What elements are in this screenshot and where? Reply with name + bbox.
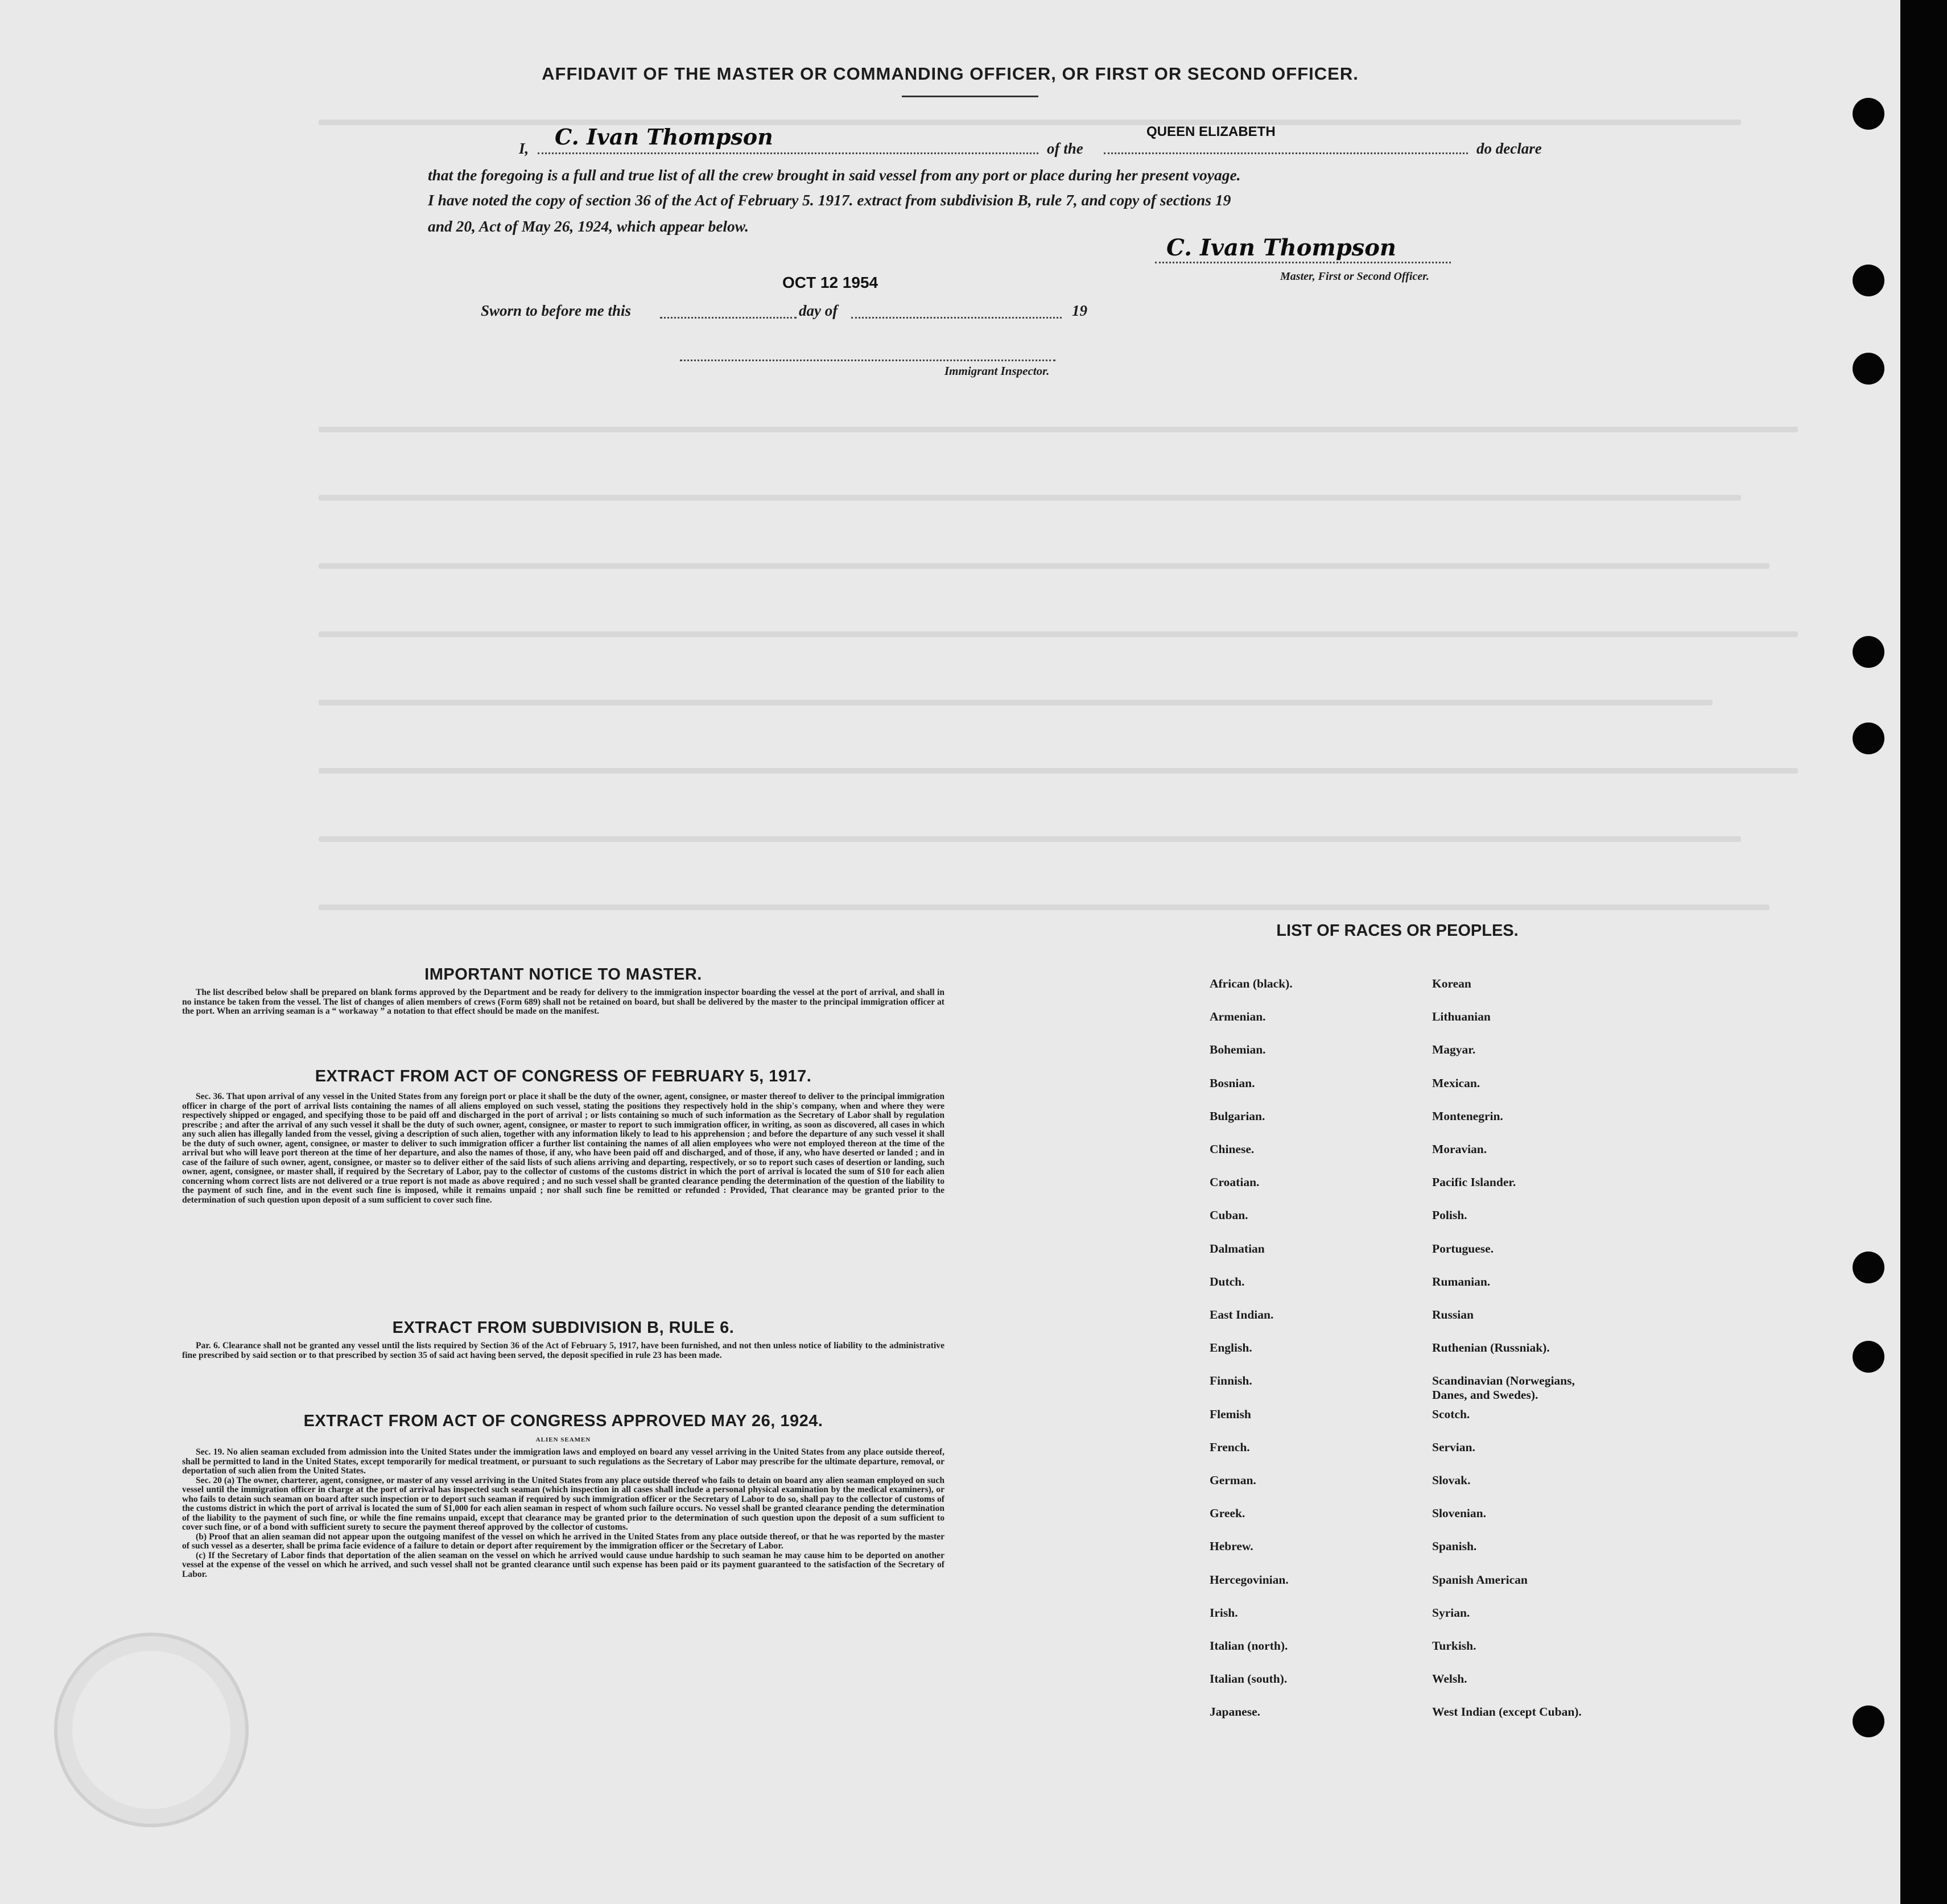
race-item: West Indian (except Cuban).: [1432, 1705, 1582, 1719]
race-item: Irish.: [1210, 1606, 1238, 1620]
officer-signature: C. Ivan Thompson: [1166, 234, 1396, 261]
affidavit-body-line-3: and 20, Act of May 26, 1924, which appear below.: [428, 217, 749, 235]
extract-1924-title: EXTRACT FROM ACT OF CONGRESS APPROVED MAY 26, 1924.: [303, 1412, 823, 1430]
officer-caption: Master, First or Second Officer.: [1280, 270, 1429, 283]
race-item: Korean: [1432, 977, 1471, 990]
race-item: Spanish American: [1432, 1573, 1528, 1587]
date-stamp: OCT 12 1954: [782, 274, 878, 291]
race-item: Russian: [1432, 1308, 1474, 1321]
vessel-name: QUEEN ELIZABETH: [1146, 124, 1276, 139]
day-of-label: day of: [799, 302, 838, 319]
inspector-caption: Immigrant Inspector.: [944, 364, 1050, 378]
sec-20c: (c) If the Secretary of Labor finds that deportation of the alien seaman on the vessel on which he arrived would cause undue hardship to such seaman he may cause him to be deported on another vessel at the expense of the vessel on which he arrived, and such vessel shall not be granted clearance until such expense has been paid or its payment guaranteed to the satisfaction of the Secretary of Labor.: [182, 1550, 944, 1579]
race-item: Pacific Islander.: [1432, 1175, 1516, 1189]
race-item: East Indian.: [1210, 1308, 1274, 1321]
race-item: Hebrew.: [1210, 1539, 1253, 1553]
punch-hole: [1853, 353, 1884, 385]
race-item: Slovak.: [1432, 1473, 1471, 1487]
race-item: Hercegovinian.: [1210, 1573, 1289, 1587]
race-item: Lithuanian: [1432, 1010, 1491, 1023]
race-item: Rumanian.: [1432, 1275, 1491, 1288]
punch-hole: [1853, 265, 1884, 296]
year-label: 19: [1072, 302, 1087, 319]
day-line: [660, 317, 797, 319]
punch-hole: [1853, 1341, 1884, 1373]
race-item: Italian (south).: [1210, 1672, 1288, 1686]
declarant-line: [538, 152, 1038, 154]
race-item: English.: [1210, 1341, 1252, 1354]
race-item: Italian (north).: [1210, 1639, 1288, 1653]
sec-19: Sec. 19. No alien seaman excluded from admission into the United States under the immigration laws and employed on board any vessel arriving in the United States from any place outside thereof, shall be permitted to land in the United States, except temporarily for medical treatment, or pursuant to such regulations as the Secretary of Labor may prescribe for the ultimate departure, removal, or deportation of such alien from the United States.: [182, 1447, 944, 1476]
officer-signature-line: [1155, 262, 1451, 263]
race-item: Armenian.: [1210, 1010, 1266, 1023]
do-declare-label: do declare: [1476, 140, 1542, 157]
affidavit-title: AFFIDAVIT OF THE MASTER OR COMMANDING OFFICER, OR FIRST OR SECOND OFFICER.: [542, 64, 1359, 84]
race-item: Bosnian.: [1210, 1076, 1255, 1090]
punch-hole: [1853, 722, 1884, 754]
race-item: Slovenian.: [1432, 1506, 1486, 1520]
declarant-signature: C. Ivan Thompson: [555, 124, 773, 150]
race-item: Bulgarian.: [1210, 1109, 1265, 1123]
embossed-seal: [54, 1633, 249, 1827]
race-item: African (black).: [1210, 977, 1293, 990]
race-item: Syrian.: [1432, 1606, 1470, 1620]
race-item: Bohemian.: [1210, 1043, 1266, 1056]
race-item: Flemish: [1210, 1407, 1251, 1421]
affidavit-body-line-1: that the foregoing is a full and true list of all the crew brought in said vessel from any port or place during her present voyage.: [428, 166, 1241, 184]
race-item: Moravian.: [1432, 1142, 1487, 1156]
punch-hole: [1853, 98, 1884, 130]
race-item: Mexican.: [1432, 1076, 1480, 1090]
race-item: Dutch.: [1210, 1275, 1245, 1288]
extract-1924-text: [182, 1448, 944, 1579]
affidavit-body-line-2: I have noted the copy of section 36 of the Act of February 5. 1917. extract from subdivision B, rule 7, and copy of sections 19: [428, 191, 1231, 209]
race-item: Japanese.: [1210, 1705, 1260, 1719]
month-line: [851, 317, 1062, 319]
i-label: I,: [519, 140, 529, 157]
vessel-line: [1104, 152, 1468, 154]
race-item: Finnish.: [1210, 1374, 1252, 1387]
of-the-label: of the: [1047, 140, 1083, 157]
extract-1917-title: EXTRACT FROM ACT OF CONGRESS OF FEBRUARY 5, 1917.: [315, 1067, 812, 1085]
notice-text: The list described below shall be prepared on blank forms approved by the Department and be ready for delivery to the immigration inspector boarding the vessel at the port of arrival, and shall in no instance be taken from the vessel. The list of changes of alien members of crews (Form 689) shall not be retained on board, but shall be delivered by the master to the principal immigration officer at the port. When an arriving seaman is a “ workaway ” a notation to that effect should be made on the manifest.: [182, 988, 944, 1016]
punch-hole: [1853, 1705, 1884, 1737]
race-item: Magyar.: [1432, 1043, 1476, 1056]
race-item: Servian.: [1432, 1440, 1475, 1454]
race-item: French.: [1210, 1440, 1250, 1454]
rule-6-title: EXTRACT FROM SUBDIVISION B, RULE 6.: [392, 1319, 735, 1337]
punch-hole: [1853, 1252, 1884, 1283]
punch-hole: [1853, 636, 1884, 668]
title-divider: [902, 96, 1038, 97]
race-item: Portuguese.: [1432, 1242, 1494, 1255]
notice-title: IMPORTANT NOTICE TO MASTER.: [424, 965, 702, 984]
race-item: Croatian.: [1210, 1175, 1260, 1189]
inspector-line: [680, 360, 1055, 361]
race-item: Cuban.: [1210, 1208, 1248, 1222]
race-item: Spanish.: [1432, 1539, 1477, 1553]
race-item: Scotch.: [1432, 1407, 1470, 1421]
race-item: Chinese.: [1210, 1142, 1255, 1156]
race-item: Greek.: [1210, 1506, 1245, 1520]
sec-20a: Sec. 20 (a) The owner, charterer, agent, consignee, or master of any vessel arriving in the United States from any place outside thereof who fails to detain on board any alien seaman employed on such vessel until the immigration officer in charge at the port of arrival has inspected such seaman (which inspection in all cases shall include a personal physical examination by the medical examiners), or who fails to detain such seaman on board after such inspection or to deport such seaman if required by such immigration officer or the Secretary of Labor to do so, shall pay to the collector of customs of the customs district in which the port of arrival is located the sum of $1,000 for each alien seaman in respect of whom such failure occurs. No vessel shall be granted clearance pending the determination of the liability to the payment of such fine, or while the fine remains unpaid, except that clearance may be granted prior to the determination of such question upon the deposit of a sum sufficient to cover such fine, or of a bond with sufficient surety to secure the payment thereof approved by the collector of customs.: [182, 1475, 944, 1532]
sworn-label: Sworn to before me this: [481, 302, 632, 319]
sec-20b: (b) Proof that an alien seaman did not appear upon the outgoing manifest of the vessel on which he arrived in the United States from any place outside thereof, or that he was reported by the master of such vessel as a deserter, shall be prima facie evidence of a failure to detain or deport after requirement by the immigration officer or the Secretary of Labor.: [182, 1531, 944, 1551]
race-item: Welsh.: [1432, 1672, 1467, 1686]
races-title: LIST OF RACES OR PEOPLES.: [1276, 922, 1519, 940]
alien-seamen-subtitle: ALIEN SEAMEN: [535, 1436, 591, 1443]
race-item: Ruthenian (Russniak).: [1432, 1341, 1550, 1354]
race-item: Scandinavian (Norwegians, Danes, and Swedes).: [1432, 1374, 1575, 1402]
race-item: Dalmatian: [1210, 1242, 1265, 1255]
extract-1917-text: Sec. 36. That upon arrival of any vessel in the United States from any foreign port or place it shall be the duty of the owner, agent, consignee, or master thereof to deliver to the principal immigration officer in charge of the port of arrival lists containing the names of all aliens employed on such vessel, stating the positions they respectively hold in the ship's company, when and where they were respectively shipped or engaged, and specifying those to be paid off and discharged in the port of arrival ; or lists containing so much of such information as the Secretary of Labor shall by regulation prescribe ; and after the arrival of any such vessel it shall be the duty of such owner, agent, consignee, or master to report to such immigration officer, in writing, as soon as discovered, all cases in which any such alien has illegally landed from the vessel, giving a description of such alien, together with any information likely to lead to his apprehension ; and before the departure of any such vessel it shall be the duty of such owner, agent, consignee, or master to deliver to such immigration officer a further list containing the names of all alien employees who were not employed thereon at the time of the arrival but who will leave port thereon at the time of her departure, and also the names of those, if any, who have been paid off and discharged, and of those, if any, who have deserted or landed ; and in case of the failure of such owner, agent, consignee, or master so to deliver either of the said lists of such aliens arriving and departing, respectively, or so to report such cases of desertion or landing, such owner, agent, consignee, or master shall, if required by the Secretary of Labor, pay to the collector of customs of the customs district in which the port of arrival is located the sum of $10 for each alien concerning whom correct lists are not delivered or a true report is not made as above required ; and no such vessel shall be granted clearance pending the determination of the question of the liability to the payment of such fine, and in the event such fine is imposed, while it remains unpaid ; nor shall such fine be remitted or refunded : Provided, That clearance may be granted prior to the determination of such question upon deposit of a sum sufficient to cover such fine.: [182, 1092, 944, 1205]
scan-edge: [1900, 0, 1947, 1904]
rule-6-text: Par. 6. Clearance shall not be granted any vessel until the lists required by Section 36 of the Act of February 5, 1917, have been furnished, and not then unless notice of liability to the administrative fine prescribed by said section or to that prescribed by section 35 of said act having been served, the deposit specified in rule 23 has been made.: [182, 1341, 944, 1360]
race-item: German.: [1210, 1473, 1256, 1487]
race-item: Turkish.: [1432, 1639, 1476, 1653]
race-item: Polish.: [1432, 1208, 1467, 1222]
race-item: Montenegrin.: [1432, 1109, 1503, 1123]
